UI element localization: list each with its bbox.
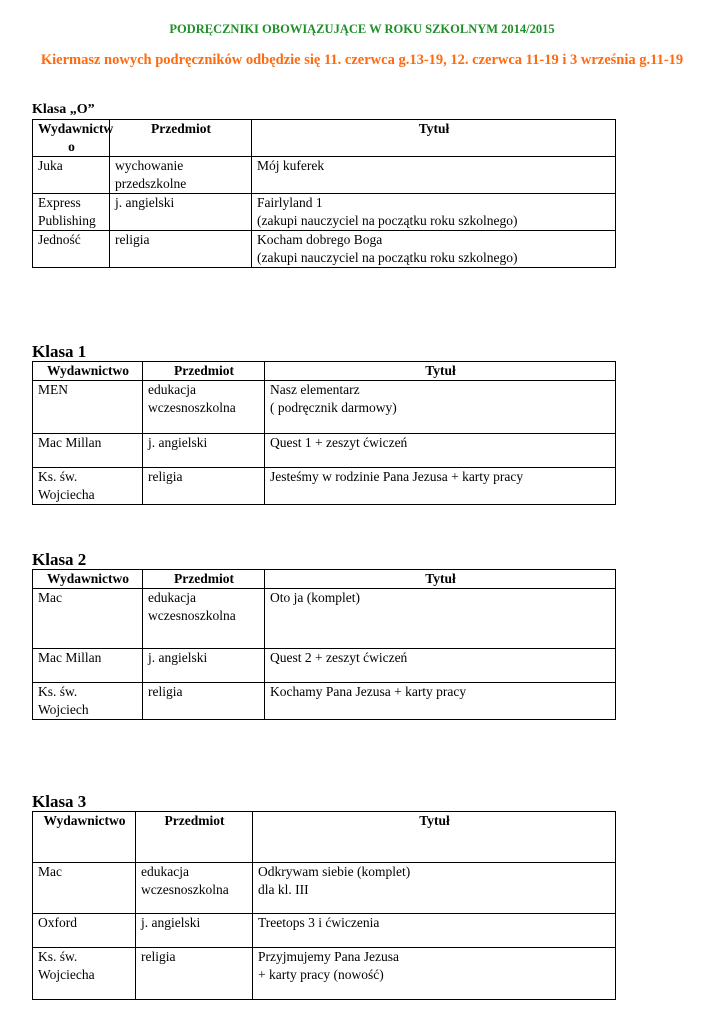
- table-header-row: [33, 362, 616, 381]
- cell-publisher: MEN: [33, 381, 143, 434]
- cell-publisher: Mac Millan: [33, 649, 143, 683]
- table-header-row: [33, 570, 616, 589]
- section-klasa-2: [32, 551, 615, 720]
- cell-title: Quest 1 + zeszyt ćwiczeń: [265, 434, 616, 468]
- header-subject: Przedmiot: [110, 120, 252, 157]
- header-title: Tytuł: [265, 362, 616, 381]
- cell-subject: j. angielski: [143, 649, 265, 683]
- section-title: Klasa 2: [32, 550, 87, 569]
- table-row: [33, 863, 616, 914]
- table-header-row: [33, 812, 616, 863]
- table-row: [33, 914, 616, 948]
- fair-notice: Kiermasz nowych podręczników odbędzie się 11. czerwca g.13-19, 12. czerwca 11-19 i 3 września g.11-19: [40, 52, 684, 68]
- table-row: [33, 468, 616, 505]
- section-klasa-o: [32, 101, 615, 268]
- section-title: Klasa 1: [32, 342, 87, 361]
- table-row: [33, 948, 616, 1000]
- header-title: Tytuł: [253, 812, 616, 863]
- cell-subject: edukacja wczesnoszkolna: [143, 589, 265, 649]
- table-row: [33, 194, 616, 231]
- cell-subject: j. angielski: [110, 194, 252, 231]
- table-row: [33, 157, 616, 194]
- cell-publisher: Mac: [33, 863, 136, 914]
- document-title: PODRĘCZNIKI OBOWIĄZUJĄCE W ROKU SZKOLNYM 2014/2015: [169, 22, 555, 36]
- header-subject: Przedmiot: [143, 570, 265, 589]
- cell-subject: edukacja wczesnoszkolna: [136, 863, 253, 914]
- cell-publisher: Express Publishing: [33, 194, 110, 231]
- header-publisher: Wydawnictwo: [33, 812, 136, 863]
- section-klasa-3: [32, 793, 615, 1000]
- cell-title: Jesteśmy w rodzinie Pana Jezusa + karty pracy: [265, 468, 616, 505]
- cell-publisher: Oxford: [33, 914, 136, 948]
- section-klasa-1: [32, 343, 615, 505]
- cell-publisher: Ks. św. Wojciecha: [33, 468, 143, 505]
- cell-title: Kochamy Pana Jezusa + karty pracy: [265, 683, 616, 720]
- header-title: Tytuł: [252, 120, 616, 157]
- cell-subject: edukacja wczesnoszkolna: [143, 381, 265, 434]
- cell-publisher: Jedność: [33, 231, 110, 268]
- cell-subject: j. angielski: [143, 434, 265, 468]
- cell-title: Fairlyland 1 (zakupi nauczyciel na początku roku szkolnego): [252, 194, 616, 231]
- table-row: [33, 231, 616, 268]
- cell-subject: j. angielski: [136, 914, 253, 948]
- cell-title: Kocham dobrego Boga (zakupi nauczyciel na początku roku szkolnego): [252, 231, 616, 268]
- cell-title: Odkrywam siebie (komplet) dla kl. III: [253, 863, 616, 914]
- table-row: [33, 381, 616, 434]
- textbook-table: [32, 811, 616, 1000]
- table-row: [33, 434, 616, 468]
- table-row: [33, 589, 616, 649]
- cell-subject: religia: [136, 948, 253, 1000]
- header-subject: Przedmiot: [136, 812, 253, 863]
- cell-publisher: Ks. św. Wojciech: [33, 683, 143, 720]
- cell-publisher: Juka: [33, 157, 110, 194]
- table-row: [33, 649, 616, 683]
- header-title: Tytuł: [265, 570, 616, 589]
- cell-publisher: Mac: [33, 589, 143, 649]
- cell-subject: religia: [110, 231, 252, 268]
- cell-publisher: Mac Millan: [33, 434, 143, 468]
- cell-title: Przyjmujemy Pana Jezusa + karty pracy (nowość): [253, 948, 616, 1000]
- header-publisher: Wydawnictw o: [33, 120, 110, 157]
- cell-title: Treetops 3 i ćwiczenia: [253, 914, 616, 948]
- cell-subject: wychowanie przedszkolne: [110, 157, 252, 194]
- cell-subject: religia: [143, 683, 265, 720]
- header-subject: Przedmiot: [143, 362, 265, 381]
- textbook-table: [32, 119, 616, 268]
- cell-title: Nasz elementarz ( podręcznik darmowy): [265, 381, 616, 434]
- header-publisher: Wydawnictwo: [33, 362, 143, 381]
- cell-title: Quest 2 + zeszyt ćwiczeń: [265, 649, 616, 683]
- section-title: Klasa 3: [32, 792, 87, 811]
- cell-title: Mój kuferek: [252, 157, 616, 194]
- table-row: [33, 683, 616, 720]
- textbook-table: [32, 569, 616, 720]
- table-header-row: [33, 120, 616, 157]
- cell-publisher: Ks. św. Wojciecha: [33, 948, 136, 1000]
- cell-title: Oto ja (komplet): [265, 589, 616, 649]
- header-publisher: Wydawnictwo: [33, 570, 143, 589]
- textbook-table: [32, 361, 616, 505]
- section-title: Klasa „O”: [32, 102, 95, 117]
- cell-subject: religia: [143, 468, 265, 505]
